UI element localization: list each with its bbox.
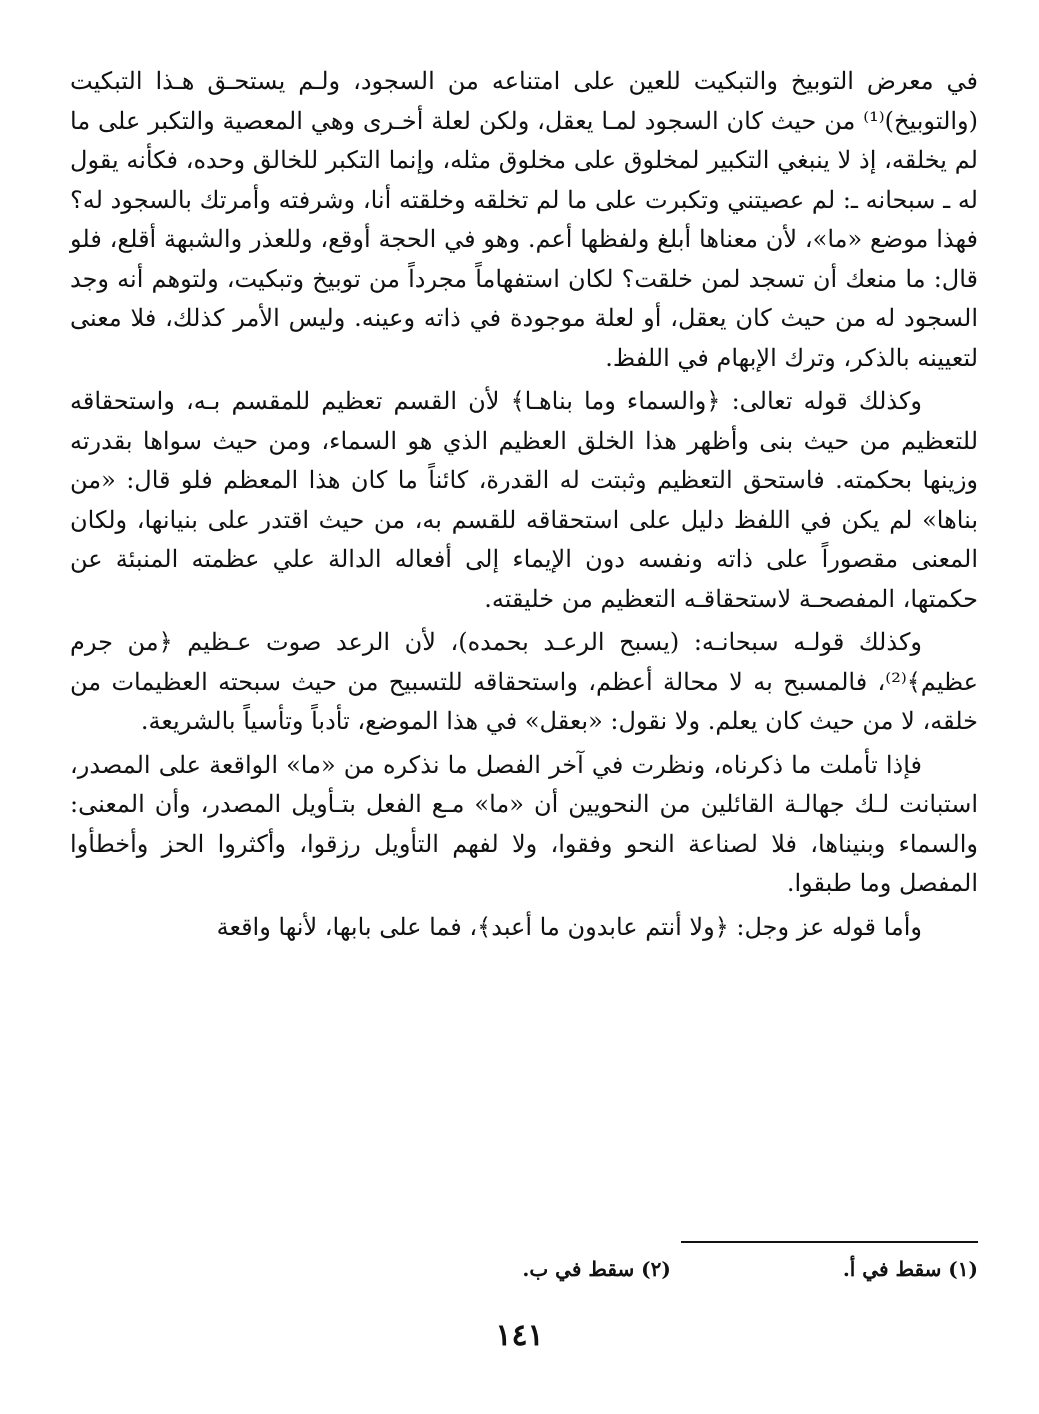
body-text: [70, 62, 978, 947]
footnote-divider: [681, 1241, 978, 1243]
paragraph-3: وكذلك قولـه سبحانـه: (يسبح الرعـد بحمده)، لأن الرعد صوت عـظيم ﴿من جرم عظيم﴾⁽²⁾، فالمسبح به لا محالة أعظم، واستحقاقه للتسبيح من حيث سبحته العظيمات من خلقه، لا من حيث كان يعلم. ولا نقول: «بعقل» في هذا الموضع، تأدباً وتأسياً بالشريعة.: [70, 628, 978, 735]
paragraph-1: في معرض التوبيخ والتبكيت للعين على امتناعه من السجود، ولـم يستحـق هـذا التبكيت (والتوبيخ)⁽¹⁾ من حيث كان السجود لمـا يعقل، ولكن لعلة أخـرى وهي المعصية والتكبر على ما لم يخلقه، إذ لا ينبغي التكبير لمخلوق على مخلوق مثله، وإنما التكبر للخالق وحده، فكأنه يقول له ـ سبحانه ـ: لم عصيتني وتكبرت على ما لم تخلقه وخلقته أنا، وشرفته وأمرتك بالسجود له؟ فهذا موضع «ما»، لأن معناها أبلغ ولفظها أعم. وهو في الحجة أوقع، وللعذر والشبهة أقلع، فلو قال: ما منعك أن تسجد لمن خلقت؟ لكان استفهاماً مجرداً من توبيخ وتبكيت، ولتوهم أنه وجد السجود له من حيث كان يعقل، أو لعلة موجودة في ذاته وعينه. وليس الأمر كذلك، فلا معنى لتعيينه بالذكر، وترك الإبهام في اللفظ.: [70, 67, 978, 372]
page-number: ١٤١: [495, 1318, 544, 1353]
footnotes: [300, 1255, 978, 1283]
footnote-1: (١) سقط في أ.: [842, 1257, 978, 1281]
paragraph-4: فإذا تأملت ما ذكرناه، ونظرت في آخر الفصل ما نذكره من «ما» الواقعة على المصدر، استبانت لـك جهالـة القائلين من النحويين أن «ما» مـع الفعل بتـأويل المصدر، وأن المعنى: والسماء وبنيناها، فلا لصناعة النحو وفقوا، ولا لفهم التأويل رزقوا، وأكثروا الحز وأخطأوا المفصل وما طبقوا.: [70, 750, 979, 897]
paragraph-5: وأما قوله عز وجل: ﴿ولا أنتم عابدون ما أعبد﴾، فما على بابها، لأنها واقعة: [216, 912, 922, 941]
footnote-2: (٢) سقط في ب.: [522, 1257, 671, 1281]
paragraph-2: وكذلك قوله تعالى: ﴿والسماء وما بناهـا﴾ لأن القسم تعظيم للمقسم بـه، واستحقاقه للتعظيم من حيث بنى وأظهر هذا الخلق العظيم الذي هو السماء، ومن حيث سواها بقدرته وزينها بحكمته. فاستحق التعظيم وثبتت له القدرة، كائناً ما كان هذا المعظم فلو قال: «من بناها» لم يكن في اللفظ دليل على استحقاقه للقسم به، من حيث اقتدر على بنيانها، ولكان المعنى مقصوراً على ذاته ونفسه دون الإيماء إلى أفعاله الدالة علي عظمته المنبئة عن حكمتها، المفصحـة لاستحقاقـه التعظيم من خليقته.: [70, 387, 978, 613]
